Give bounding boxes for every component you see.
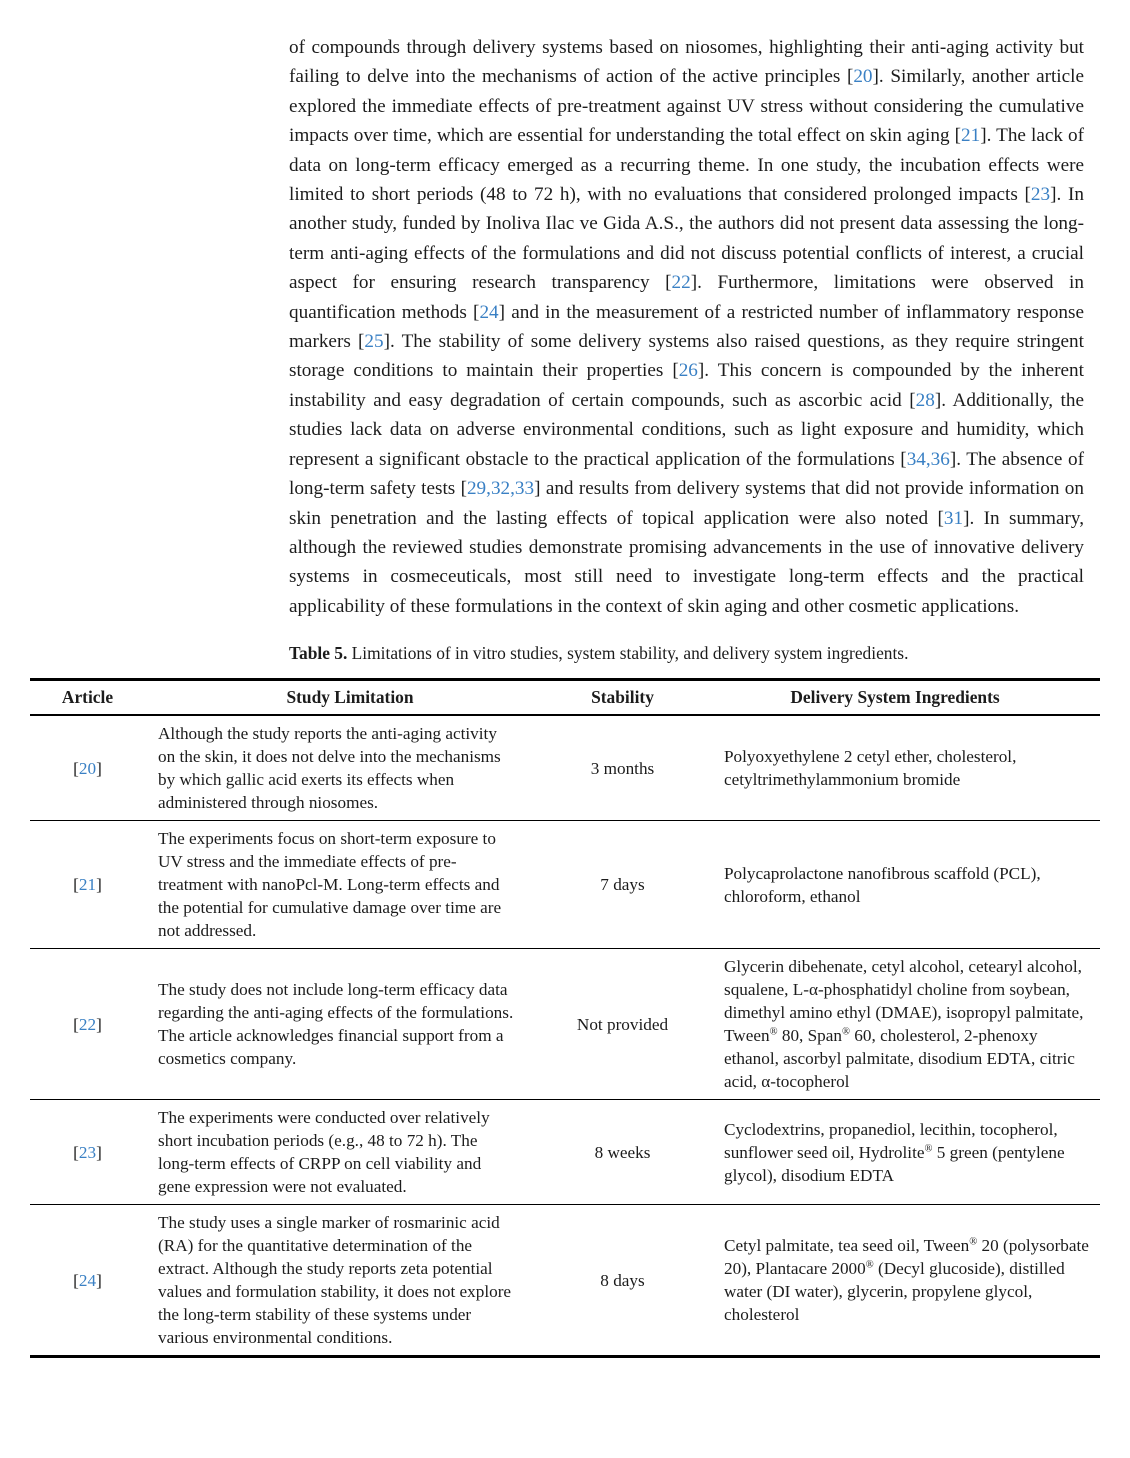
citation-link[interactable]: [31] [937,507,970,529]
citation-number[interactable]: 23 [1030,184,1051,206]
citation-number[interactable]: 29,32,33 [466,478,535,500]
paragraph-text: . Additionally, the studies lack data on adverse environmental conditions, such as light exposure and humidity, which represent a significant obstacle to the practical application of the formulations [289,389,1084,470]
column-header-article: Article [30,680,145,716]
citation-link[interactable]: [20] [73,758,102,778]
table-row [30,821,1100,949]
study-limitation-cell: The experiments focus on short-term exposure to UV stress and the immediate effects of pre-treatment with nanoPcl-M. Long-term effects and the potential for cumulative damage over time are not addressed. [145,821,555,949]
citation-link[interactable]: [25] [357,331,390,353]
registered-mark: ® [924,1142,933,1154]
table-header-row [30,680,1100,716]
paragraph-text: . In summary, although the reviewed studies demonstrate promising advancements in the use of innovative delivery systems in cosmeceuticals, most still need to investigate long-term effects and the practical applicability of these formulations in the context of skin aging and other cosmetic applications. [289,507,1084,617]
table-caption [289,642,1084,664]
paragraph-text: . The lack of data on long-term efficacy emerged as a recurring theme. In one study, the incubation effects were limited to short periods (48 to 72 h), with no evaluations that considered prolonged impacts [289,125,1084,206]
citation-number[interactable]: 31 [943,507,964,529]
citation-number[interactable]: 22 [671,272,691,294]
stability-cell: Not provided [555,949,690,1100]
registered-mark: ® [969,1236,978,1248]
stability-cell: 7 days [555,821,690,949]
article-ref-cell [30,821,145,949]
citation-number[interactable]: 24 [78,1270,97,1290]
citation-number[interactable]: 21 [78,875,97,895]
citation-link[interactable]: [21] [73,875,102,895]
citation-number[interactable]: 20 [78,758,97,778]
citation-link[interactable]: [23] [73,1142,102,1162]
body-paragraph [289,0,1084,621]
citation-link[interactable]: [24] [473,301,506,323]
citation-link[interactable]: [28] [909,389,942,411]
study-limitation-cell: The study does not include long-term efficacy data regarding the anti-aging effects of the formulations. The article acknowledges financial support from a cosmetics company. [145,949,555,1100]
citation-number[interactable]: 26 [678,360,698,382]
table-caption-text: Limitations of in vitro studies, system stability, and delivery system ingredients. [351,643,909,664]
citation-number[interactable]: 24 [479,301,499,323]
paragraph-text: . The stability of some delivery systems also raised questions, as they require stringent storage conditions to maintain their properties [289,331,1084,382]
limitations-table [30,678,1100,1358]
citation-link[interactable]: [26] [672,360,705,382]
article-ref-cell [30,1205,145,1357]
ingredients-cell: Cetyl palmitate, tea seed oil, Tween® 20 (polysorbate 20), Plantacare 2000® (Decyl glucoside), distilled water (DI water), glycerin, propylene glycol, cholesterol [690,1205,1100,1357]
ingredients-cell: Cyclodextrins, propanediol, lecithin, tocopherol, sunflower seed oil, Hydrolite® 5 green (pentylene glycol), disodium EDTA [690,1100,1100,1205]
column-header-delivery-system-ingredients: Delivery System Ingredients [690,680,1100,716]
paragraph-text: . The absence of long-term safety tests [289,448,1084,500]
table-row [30,1100,1100,1205]
paragraph-text: . In another study, funded by Inoliva Ilac ve Gida A.S., the authors did not present data assessing the long-term anti-aging effects of the formulations and did not discuss potential conflicts of interest, a crucial aspect for ensuring research transparency [289,184,1084,294]
study-limitation-cell: The experiments were conducted over relatively short incubation periods (e.g., 48 to 72 h). The long-term effects of CRPP on cell viability and gene expression were not evaluated. [145,1100,555,1205]
stability-cell: 8 days [555,1205,690,1357]
paragraph-text: and in the measurement of a restricted number of inflammatory response markers [289,301,1084,353]
citation-number[interactable]: 28 [915,389,935,411]
registered-mark: ® [865,1259,874,1271]
citation-link[interactable]: [29,32,33] [460,478,541,500]
registered-mark: ® [769,1026,778,1038]
citation-number[interactable]: 25 [364,331,384,353]
table-row [30,949,1100,1100]
study-limitation-cell: The study uses a single marker of rosmarinic acid (RA) for the quantitative determination of the extract. Although the study reports zeta potential values and formulation stability, it does not explore the long-term stability of these systems under various environmental conditions. [145,1205,555,1357]
table-row [30,1205,1100,1357]
paragraph-text: of compounds through delivery systems based on niosomes, highlighting their anti-aging activity but failing to delve into the mechanisms of action of the active principles [289,37,1084,88]
table-caption-label: Table 5. [289,643,348,664]
citation-link[interactable]: [23] [1024,184,1057,206]
stability-cell: 8 weeks [555,1100,690,1205]
paragraph-text: . This concern is compounded by the inherent instability and easy degradation of certain compounds, such as ascorbic acid [289,360,1084,411]
citation-link[interactable]: [20] [846,66,879,88]
table-row [30,715,1100,821]
citation-number[interactable]: 20 [853,66,873,88]
column-header-study-limitation: Study Limitation [145,680,555,716]
citation-link[interactable]: [22] [665,272,698,294]
citation-link[interactable]: [21] [954,125,987,147]
article-ref-cell [30,715,145,821]
column-header-stability: Stability [555,680,690,716]
ingredients-cell: Glycerin dibehenate, cetyl alcohol, cetearyl alcohol, squalene, L-α-phosphatidyl choline from soybean, dimethyl amino ethyl (DMAE), isopropyl palmitate, Tween® 80, Span® 60, cholesterol, 2-phenoxy ethanol, ascorbyl palmitate, disodium EDTA, citric acid, α-tocopherol [690,949,1100,1100]
citation-number[interactable]: 21 [961,125,981,147]
registered-mark: ® [842,1026,850,1038]
citation-number[interactable]: 34,36 [906,448,950,470]
citation-number[interactable]: 23 [78,1142,97,1162]
citation-link[interactable]: [24] [73,1270,102,1290]
paragraph-text: and results from delivery systems that did not provide information on skin penetration and the lasting effects of topical application were also noted [289,478,1084,529]
citation-link[interactable]: [22] [73,1014,102,1034]
stability-cell: 3 months [555,715,690,821]
citation-number[interactable]: 22 [78,1014,97,1034]
citation-link[interactable]: [34,36] [900,448,957,470]
paragraph-text: . Furthermore, limitations were observed in quantification methods [289,272,1084,323]
article-ref-cell [30,1100,145,1205]
paragraph-text: . Similarly, another article explored the immediate effects of pre-treatment against UV stress without considering the cumulative impacts over time, which are essential for understanding the total effect on skin aging [289,66,1085,147]
article-ref-cell [30,949,145,1100]
study-limitation-cell: Although the study reports the anti-aging activity on the skin, it does not delve into the mechanisms by which gallic acid exerts its effects when administered through niosomes. [145,715,555,821]
ingredients-cell: Polycaprolactone nanofibrous scaffold (PCL), chloroform, ethanol [690,821,1100,949]
ingredients-cell: Polyoxyethylene 2 cetyl ether, cholesterol, cetyltrimethylammonium bromide [690,715,1100,821]
